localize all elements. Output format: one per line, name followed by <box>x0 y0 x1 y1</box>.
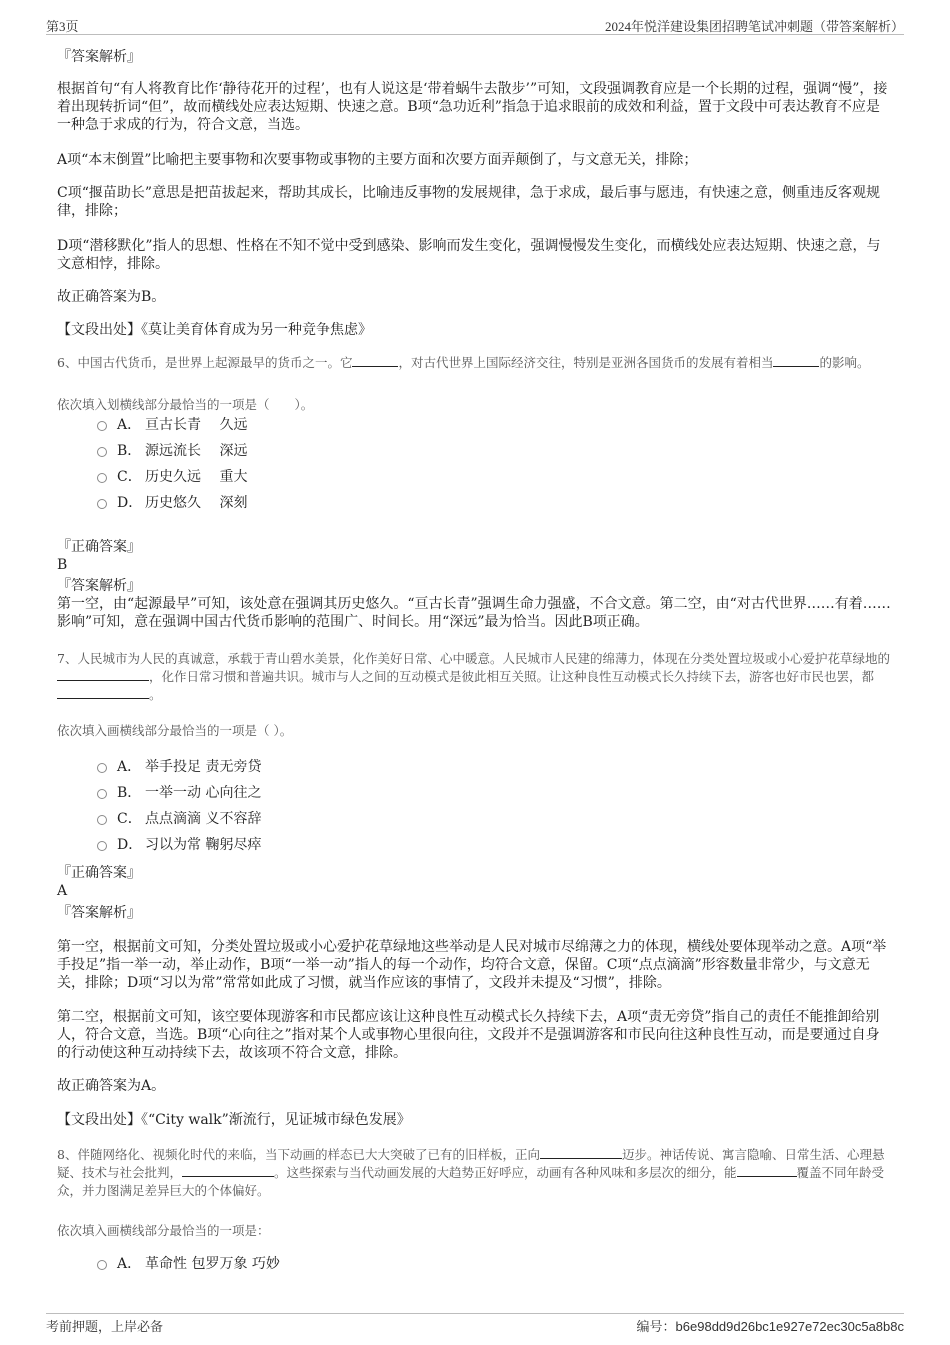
q5-conclusion: 故正确答案为B。 <box>57 289 166 305</box>
q7-analysis-para1: 第一空，根据前文可知，分类处置垃圾或小心爱护花草绿地这些举动是人民对城市尽绵薄之力的体现，横线处要体现举动之意。A项“举手投足”指一举一动，举止动作，B项“一举一动”指人的每一个动作，均符合文意，保留。C项“点点滴滴”形容数量非常少，与文意无关，排除；D项“习以为常”常常如此成了习惯，就当作应该的事情了，文段并未提及“习惯”，排除。 <box>57 939 887 991</box>
q8-prompt: 依次填入画横线部分最恰当的一项是： <box>57 1223 270 1238</box>
q7-options <box>57 755 457 857</box>
q6-correct-label: 『正确答案』 <box>57 539 141 555</box>
q7-option-d[interactable]: D． 习以为常 鞠躬尽瘁 <box>57 833 457 857</box>
q5-analysis-label: 『答案解析』 <box>57 49 141 65</box>
fill-blank <box>737 1165 797 1177</box>
fill-blank <box>57 669 149 681</box>
q5-analysis-para3: C项“揠苗助长”意思是把苗拔起来，帮助其成长，比喻违反事物的发展规律，急于求成，最后事与愿违，有快速之意，侧重违反客观规律，排除； <box>57 185 881 219</box>
fill-blank <box>182 1165 274 1177</box>
radio-button[interactable] <box>97 447 107 457</box>
footer-slogan: 考前押题，上岸必备 <box>46 1319 164 1334</box>
q8-stem: 8、伴随网络化、视频化时代的来临，当下动画的样态已大大突破了已有的旧样板，正向 迈步。神话传说、寓言隐喻、日常生活、心理悬疑、技术与社会批判， 。这些探索与当代动画发展的大趋势正好呼应，动画有各种风味和多层次的细分，能 覆盖不同年龄受众，并力图满足差异巨大的个体偏好。 <box>57 1147 885 1198</box>
radio-button[interactable] <box>97 815 107 825</box>
q7-conclusion: 故正确答案为A。 <box>57 1078 166 1094</box>
q7-correct-label: 『正确答案』 <box>57 865 141 881</box>
radio-button[interactable] <box>97 763 107 773</box>
q7-analysis-para2: 第二空，根据前文可知，该空要体现游客和市民都应该让这种良性互动模式长久持续下去，A项“责无旁贷”指自己的责任不能推卸给别人，符合文意，当选。B项“心向往之”指对某个人或事物心里很向往，文段并不是强调游客和市民向往这种良性互动，而是要通过自身的行动使这种互动持续下去，故该项不符合文意，排除。 <box>57 1009 880 1061</box>
q5-analysis-para2: A项“本末倒置”比喻把主要事物和次要事物或事物的主要方面和次要方面弄颠倒了，与文意无关，排除； <box>57 152 698 168</box>
q7-option-b[interactable]: B． 一举一动 心向往之 <box>57 781 457 805</box>
q7-analysis-label: 『答案解析』 <box>57 905 141 921</box>
q8-options <box>57 1252 457 1276</box>
q5-source: 【文段出处】《莫让美育体育成为另一种竞争焦虑》 <box>57 322 372 338</box>
page-number: 第3页 <box>46 19 79 34</box>
q6-analysis: 第一空，由“起源最早”可知，该处意在强调其历史悠久。“亘古长青”强调生命力强盛，不合文意。第二空，由“对古代世界……有着……影响”可知，意在强调中国古代货币影响的范围广、时间长。用“深远”最为恰当。因此B项正确。 <box>57 596 891 630</box>
q6-correct-answer: B <box>57 557 68 573</box>
q7-prompt: 依次填入画横线部分最恰当的一项是（ ）。 <box>57 723 293 738</box>
q7-option-a[interactable]: A． 举手投足 责无旁贷 <box>57 755 457 779</box>
fill-blank <box>57 687 149 699</box>
page-footer <box>46 1313 904 1336</box>
q6-analysis-label: 『答案解析』 <box>57 578 141 594</box>
q6-option-a[interactable]: A． 亘古长青 久远 <box>57 413 457 437</box>
q5-analysis-para4: D项“潜移默化”指人的思想、性格在不知不觉中受到感染、影响而发生变化，强调慢慢发生变化，而横线处应表达短期、快速之意，与文意相悖，排除。 <box>57 238 881 272</box>
radio-button[interactable] <box>97 1260 107 1270</box>
radio-button[interactable] <box>97 841 107 851</box>
document-title: 2024年悦洋建设集团招聘笔试冲刺题（带答案解析） <box>604 19 904 34</box>
page-header <box>46 16 904 35</box>
q7-option-c[interactable]: C． 点点滴滴 义不容辞 <box>57 807 457 831</box>
radio-button[interactable] <box>97 421 107 431</box>
q8-option-a[interactable]: A． 革命性 包罗万象 巧妙 <box>57 1252 457 1276</box>
q7-correct-answer: A <box>57 883 68 899</box>
q6-prompt: 依次填入划横线部分最恰当的一项是（ ）。 <box>57 397 314 412</box>
q6-option-c[interactable]: C． 历史久远 重大 <box>57 465 457 489</box>
fill-blank <box>773 355 819 367</box>
q6-options <box>57 413 457 515</box>
radio-button[interactable] <box>97 789 107 799</box>
radio-button[interactable] <box>97 473 107 483</box>
q6-stem: 6、中国古代货币，是世界上起源最早的货币之一。它 ，对古代世界上国际经济交往，特别是亚洲各国货币的发展有着相当 的影响。 <box>57 355 870 370</box>
q7-source: 【文段出处】《“City walk”渐流行，见证城市绿色发展》 <box>57 1112 411 1128</box>
document-code: 编号：b6e98dd9d26bc1e927e72ec30c5a8b8c <box>636 1319 904 1334</box>
fill-blank <box>540 1147 622 1159</box>
q6-option-b[interactable]: B． 源远流长 深远 <box>57 439 457 463</box>
q5-analysis-para1: 根据首句“有人将教育比作‘静待花开的过程’，也有人说这是‘带着蜗牛去散步’”可知，文段强调教育应是一个长期的过程，强调“慢”，接着出现转折词“但”，故而横线处应表达短期、快速之意。B项“急功近利”指急于追求眼前的成效和利益，置于文段中可表达教育不应是一种急于求成的行为，符合文意，当选。 <box>57 81 888 133</box>
q7-stem: 7、人民城市为人民的真诚意，承载于青山碧水美景，化作美好日常、心中暖意。人民城市人民建的绵薄力，体现在分类处置垃圾或小心爱护花草绿地的，化作日常习惯和普遍共识。城市与人之间的互动模式是彼此相互关照。让这种良性互动模式长久持续下去，游客也好市民也罢，都。 <box>57 651 890 702</box>
radio-button[interactable] <box>97 499 107 509</box>
q6-option-d[interactable]: D． 历史悠久 深刻 <box>57 491 457 515</box>
fill-blank <box>352 355 398 367</box>
